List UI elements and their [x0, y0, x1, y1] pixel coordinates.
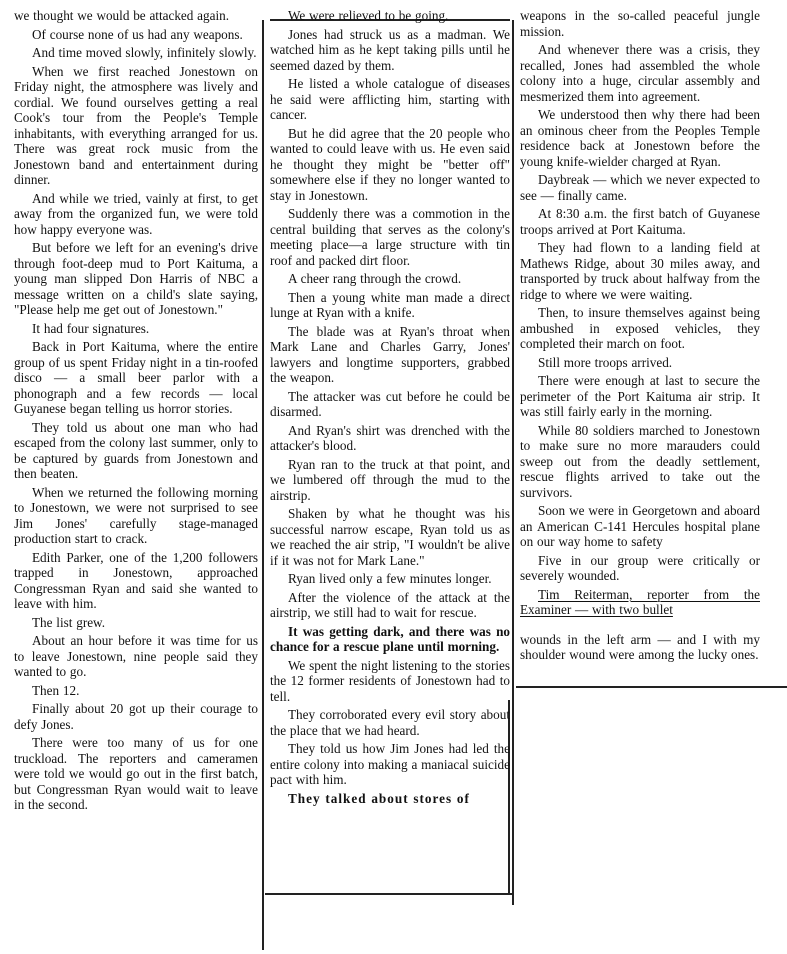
article-column-1: [14, 8, 258, 816]
paragraph: When we returned the following morning to Jonestown, we were not surprised to see Jim Jones' carefully stage-managed production start to crack.: [14, 484, 258, 546]
paragraph: Back in Port Kaituma, where the entire group of us spent Friday night in a tin-roofed disco — a small beer parlor with a phonograph and a few records — local Guyanese began telling us horror stories.: [14, 339, 258, 416]
paragraph: Of course none of us had any weapons.: [32, 26, 243, 42]
paragraph: And whenever there was a crisis, they recalled, Jones had assembled the whole colony into a huge, circular assembly and mesmerized them into agreement.: [520, 42, 760, 104]
paragraph: Finally about 20 got up their courage to defy Jones.: [14, 701, 258, 732]
paragraph: They had flown to a landing field at Mathews Ridge, about 30 miles away, and transported by truck about halfway from the ridge to where we were waiting.: [520, 240, 760, 302]
paragraph: wounds in the left arm — and I with my shoulder wound were among the lucky ones.: [520, 631, 760, 662]
paragraph: Jones had struck us as a madman. We watched him as he kept taking pills until he seemed dazed by them.: [270, 26, 510, 73]
column-rule-2: [512, 20, 514, 905]
paragraph: Edith Parker, one of the 1,200 followers trapped in Jonestown, approached Congressman Ryan and said she wanted to leave with him.: [14, 549, 258, 611]
paragraph: They told us how Jim Jones had led the entire colony into making a maniacal suicide pact with him.: [270, 741, 510, 787]
paragraph: It was getting dark, and there was no chance for a rescue plane until morning.: [270, 623, 510, 654]
paragraph: Daybreak — which we never expected to see — finally came.: [520, 172, 760, 203]
paragraph: It had four signatures.: [32, 320, 150, 336]
paragraph: Suddenly there was a commotion in the central building that serves as the colony's meeting place—a large structure with tin roof and packed dirt floor.: [270, 206, 510, 268]
paragraph: Still more troops arrived.: [538, 354, 673, 370]
paragraph: Then 12.: [32, 682, 80, 698]
paragraph: Ryan ran to the truck at that point, and we lumbered off through the mud to the airstrip.: [270, 456, 510, 503]
paragraph: We understood then why there had been an ominous cheer from the Peoples Temple residence back at Jonestown before the young knife-wielder charged at Ryan.: [520, 107, 760, 169]
paragraph: We spent the night listening to the stories the 12 former residents of Jonestown had to tell.: [270, 657, 510, 704]
paragraph: we thought we would be attacked again.: [14, 8, 230, 23]
paragraph: They corroborated every evil story about the place that we had heard.: [270, 707, 510, 738]
paragraph: And Ryan's shirt was drenched with the attacker's blood.: [270, 422, 510, 453]
bottom-rule-col2: [265, 893, 512, 895]
paragraph: We were relieved to be going.: [288, 8, 449, 23]
paragraph: He listed a whole catalogue of diseases he said were afflicting him, starting with cancer.: [270, 76, 510, 122]
paragraph: There were too many of us for one truckload. The reporters and cameramen were told we would go out in the first batch, but Congressman Ryan would wait to leave in the second.: [14, 735, 258, 812]
paragraph: The blade was at Ryan's throat when Mark Lane and Charles Garry, Jones' lawyers and longtime supporters, grabbed the weapon.: [270, 323, 510, 385]
paragraph: There were enough at last to secure the perimeter of the Port Kaituma air strip. It was still fairly early in the morning.: [520, 373, 760, 419]
paragraph: A cheer rang through the crowd.: [288, 271, 462, 286]
paragraph: Ryan lived only a few minutes longer.: [288, 571, 492, 586]
paragraph: They talked about stores of: [288, 790, 470, 806]
article-column-3: [520, 8, 760, 666]
paragraph: Five in our group were critically or severely wounded.: [520, 552, 760, 583]
paragraph: At 8:30 a.m. the first batch of Guyanese troops arrived at Port Kaituma.: [520, 206, 760, 237]
rule-col3-split: [516, 686, 787, 688]
article-column-2: [270, 8, 510, 809]
paragraph: Soon we were in Georgetown and aboard an American C-141 Hercules hospital plane on our way home to safety: [520, 503, 760, 549]
column-rule-1: [262, 20, 264, 950]
paragraph: But he did agree that the 20 people who wanted to could leave with us. He even said he thought they might be "better off" somewhere else if they no longer wanted to stay in Jonestown.: [270, 125, 510, 203]
paragraph: Then a young white man made a direct lunge at Ryan with a knife.: [270, 289, 510, 320]
paragraph: But before we left for an evening's drive through foot-deep mud to Port Kaituma, a young man slipped Don Harris of NBC a message written on a child's slate saying, "Please help me get out of Jonestown.": [14, 240, 258, 317]
paragraph: weapons in the so-called peaceful jungle mission.: [520, 8, 760, 39]
paragraph: And time moved slowly, infinitely slowly.: [32, 45, 257, 60]
paragraph: Then, to insure themselves against being ambushed in exposed vehicles, they completed their march on foot.: [520, 305, 760, 351]
paragraph: When we first reached Jonestown on Friday night, the atmosphere was lively and cordial. We found ourselves getting a real Cook's tour from the People's Temple inhabitants, with everything arranged for us. There was great rock music from the Jonestown band and entertainment during dinner.: [14, 63, 258, 187]
paragraph: And while we tried, vainly at first, to get away from the organized fun, we were told how happy everyone was.: [14, 190, 258, 237]
paragraph: About an hour before it was time for us to leave Jonestown, nine people said they wanted to go.: [14, 633, 258, 679]
paragraph: The list grew.: [32, 614, 106, 630]
paragraph: They told us about one man who had escaped from the colony last summer, only to be captured by guards from Jonestown and then beaten.: [14, 419, 258, 481]
paragraph: After the violence of the attack at the airstrip, we still had to wait for rescue.: [270, 589, 510, 620]
paragraph: The attacker was cut before he could be disarmed.: [270, 388, 510, 419]
paragraph: Tim Reiterman, reporter from the Examiner — with two bullet: [520, 586, 760, 617]
paragraph: While 80 soldiers marched to Jonestown to make sure no more marauders could sweep out from the deadly settlement, rescue flights arrived to take out the survivors.: [520, 422, 760, 500]
paragraph: Shaken by what he thought was his successful narrow escape, Ryan told us as we reached the air strip, "I wouldn't be alive if it was not for Mark Lane.": [270, 506, 510, 568]
